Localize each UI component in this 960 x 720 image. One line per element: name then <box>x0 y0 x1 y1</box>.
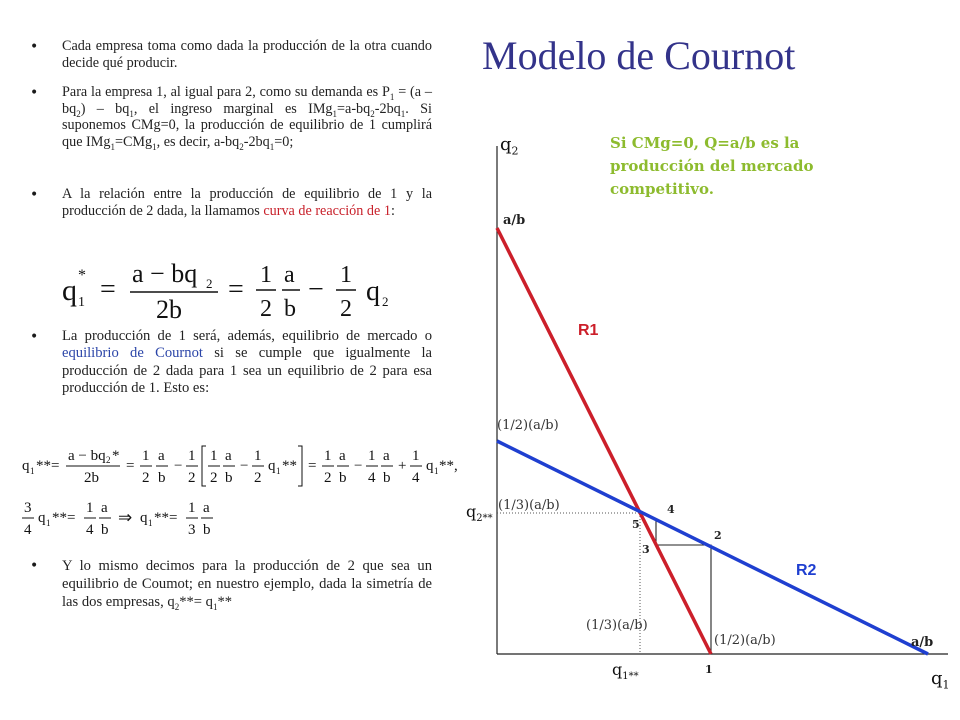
svg-text:=: = <box>308 458 317 474</box>
r2-label: R2 <box>796 562 817 579</box>
slide-title: Modelo de Cournot <box>482 33 796 78</box>
svg-text:1: 1 <box>368 448 376 464</box>
svg-text:a: a <box>284 262 295 288</box>
bullet-1-text: Cada empresa toma como dada la producción de la otra cuando decide qué producir. <box>62 38 432 71</box>
svg-text:2: 2 <box>142 470 150 486</box>
svg-text:1: 1 <box>210 448 218 464</box>
svg-text:a: a <box>203 500 210 516</box>
svg-text:b: b <box>158 470 166 486</box>
x-intercept-r2-label: a/b <box>911 635 934 650</box>
q2-equilibrium-label: $q_{2**}$ <box>466 502 493 525</box>
svg-text:b: b <box>383 470 391 486</box>
adjustment-path <box>656 518 711 654</box>
svg-text:q: q <box>38 510 46 526</box>
x-third-label: (1/3)(a/b) <box>586 618 648 633</box>
svg-text:q: q <box>366 276 380 307</box>
svg-text:1: 1 <box>434 466 439 476</box>
svg-text:a: a <box>225 448 232 464</box>
y-axis-label: $q_2$ <box>500 134 519 158</box>
reaction-curve-highlight: curva de reacción de 1 <box>263 202 391 219</box>
svg-text:⇒: ⇒ <box>118 508 133 527</box>
svg-text:*: * <box>112 448 120 464</box>
competitive-annotation: Si CMg=0, Q=a/b es la producción del mercado competitivo. <box>610 134 814 198</box>
svg-text:a − bq: a − bq <box>68 448 106 464</box>
svg-text:2: 2 <box>206 276 213 291</box>
svg-text:1: 1 <box>148 518 153 528</box>
svg-text:**=: **= <box>36 458 60 474</box>
svg-text:2: 2 <box>254 470 262 486</box>
svg-text:q: q <box>22 458 30 474</box>
step-1-label: 1 <box>705 663 713 676</box>
bullet-4-marker: • <box>30 329 39 345</box>
bullet-4-text: La producción de 1 será, además, equilibrio de mercado o equilibrio de Cournot si se cumple que igualmente la producción de 2 dada para 1 sea un equilibrio de 2 para esa producción de 1. Esto es: <box>62 328 432 396</box>
svg-text:=: = <box>228 274 244 305</box>
bullet-1-marker: • <box>30 39 39 55</box>
svg-text:+: + <box>398 458 407 474</box>
svg-text:2: 2 <box>106 455 111 465</box>
step-2-label: 2 <box>714 529 722 542</box>
r1-curve <box>497 228 711 654</box>
svg-text:a: a <box>383 448 390 464</box>
svg-text:a: a <box>101 500 108 516</box>
q1-equilibrium-label: $q_{1**}$ <box>612 660 639 683</box>
svg-text:1: 1 <box>142 448 150 464</box>
svg-text:**=: **= <box>52 510 76 526</box>
svg-text:q: q <box>268 458 276 474</box>
svg-text:=: = <box>126 458 135 474</box>
svg-text:2: 2 <box>340 296 352 322</box>
svg-text:1: 1 <box>188 448 196 464</box>
svg-text:q: q <box>426 458 434 474</box>
svg-text:1: 1 <box>412 448 420 464</box>
svg-text:b: b <box>339 470 347 486</box>
svg-text:*: * <box>78 267 86 284</box>
svg-text:=: = <box>100 274 116 305</box>
svg-text:1: 1 <box>254 448 262 464</box>
step-3-label: 3 <box>642 543 650 556</box>
svg-text:1: 1 <box>78 295 85 310</box>
svg-text:1: 1 <box>340 262 352 288</box>
svg-text:4: 4 <box>24 522 32 538</box>
svg-text:3: 3 <box>24 500 32 516</box>
svg-text:a: a <box>158 448 165 464</box>
svg-text:4: 4 <box>368 470 376 486</box>
svg-text:1: 1 <box>46 518 51 528</box>
svg-text:q: q <box>140 510 148 526</box>
svg-text:2b: 2b <box>156 295 182 324</box>
svg-text:**=: **= <box>154 510 178 526</box>
svg-text:4: 4 <box>86 522 94 538</box>
y-third-label: (1/3)(a/b) <box>498 498 560 513</box>
svg-text:**,: **, <box>439 458 458 474</box>
step-5-label: 5 <box>632 518 640 531</box>
svg-text:4: 4 <box>412 470 420 486</box>
x-axis-label: $q_1$ <box>931 668 950 692</box>
bullet-2-marker: • <box>30 85 39 101</box>
step-4-label: 4 <box>667 503 675 516</box>
svg-text:−: − <box>308 274 324 305</box>
svg-text:1: 1 <box>188 500 196 516</box>
svg-text:−: − <box>354 458 363 474</box>
svg-text:1: 1 <box>324 448 332 464</box>
svg-text:2: 2 <box>382 294 389 309</box>
svg-text:2: 2 <box>324 470 332 486</box>
svg-text:1: 1 <box>86 500 94 516</box>
svg-text:b: b <box>284 296 296 322</box>
bullet-5-text: Y lo mismo decimos para la producción de 2 que sea un equilibrio de Coumot; en nuestro ejemplo, dada la simetría de las dos empresas, $q_2**= q_1**$ <box>62 558 432 612</box>
x-half-label: (1/2)(a/b) <box>714 633 776 648</box>
cournot-highlight: equilibrio de Cournot <box>62 345 203 362</box>
svg-text:1: 1 <box>30 466 35 476</box>
svg-text:b: b <box>225 470 233 486</box>
y-half-label: (1/2)(a/b) <box>497 418 559 433</box>
r2-curve <box>497 441 928 654</box>
svg-text:q: q <box>62 274 77 307</box>
svg-text:2: 2 <box>260 296 272 322</box>
svg-text:−: − <box>174 458 183 474</box>
bullet-2-text: Para la empresa 1, al igual para 2, como su demanda es $P_1 = (a - bq_2) - bq_1$, el ingreso marginal es $IMg_1=a-bq_2-2bq_1$. Si suponemos CMg=0, la producción de equilibrio de 1 cumplirá que IMg$_1$=CMg$_1$, es decir, $a-bq_2-2bq_1=0$; <box>62 84 432 152</box>
svg-text:1: 1 <box>276 466 281 476</box>
svg-text:b: b <box>203 522 211 538</box>
r1-label: R1 <box>578 322 599 339</box>
svg-text:−: − <box>240 458 249 474</box>
svg-text:3: 3 <box>188 522 196 538</box>
svg-text:1: 1 <box>260 262 272 288</box>
svg-text:a − bq: a − bq <box>132 259 198 288</box>
bullet-3-text: A la relación entre la producción de equilibrio de 1 y la producción de 2 dada, la llamamos curva de reacción de 1: <box>62 186 432 219</box>
bullet-5-marker: • <box>30 558 39 574</box>
svg-text:b: b <box>101 522 109 538</box>
y-intercept-r1-label: a/b <box>503 213 526 228</box>
bullet-3-marker: • <box>30 187 39 203</box>
svg-text:**: ** <box>282 458 297 474</box>
svg-text:2: 2 <box>188 470 196 486</box>
svg-text:2b: 2b <box>84 470 99 486</box>
svg-text:2: 2 <box>210 470 218 486</box>
svg-text:a: a <box>339 448 346 464</box>
